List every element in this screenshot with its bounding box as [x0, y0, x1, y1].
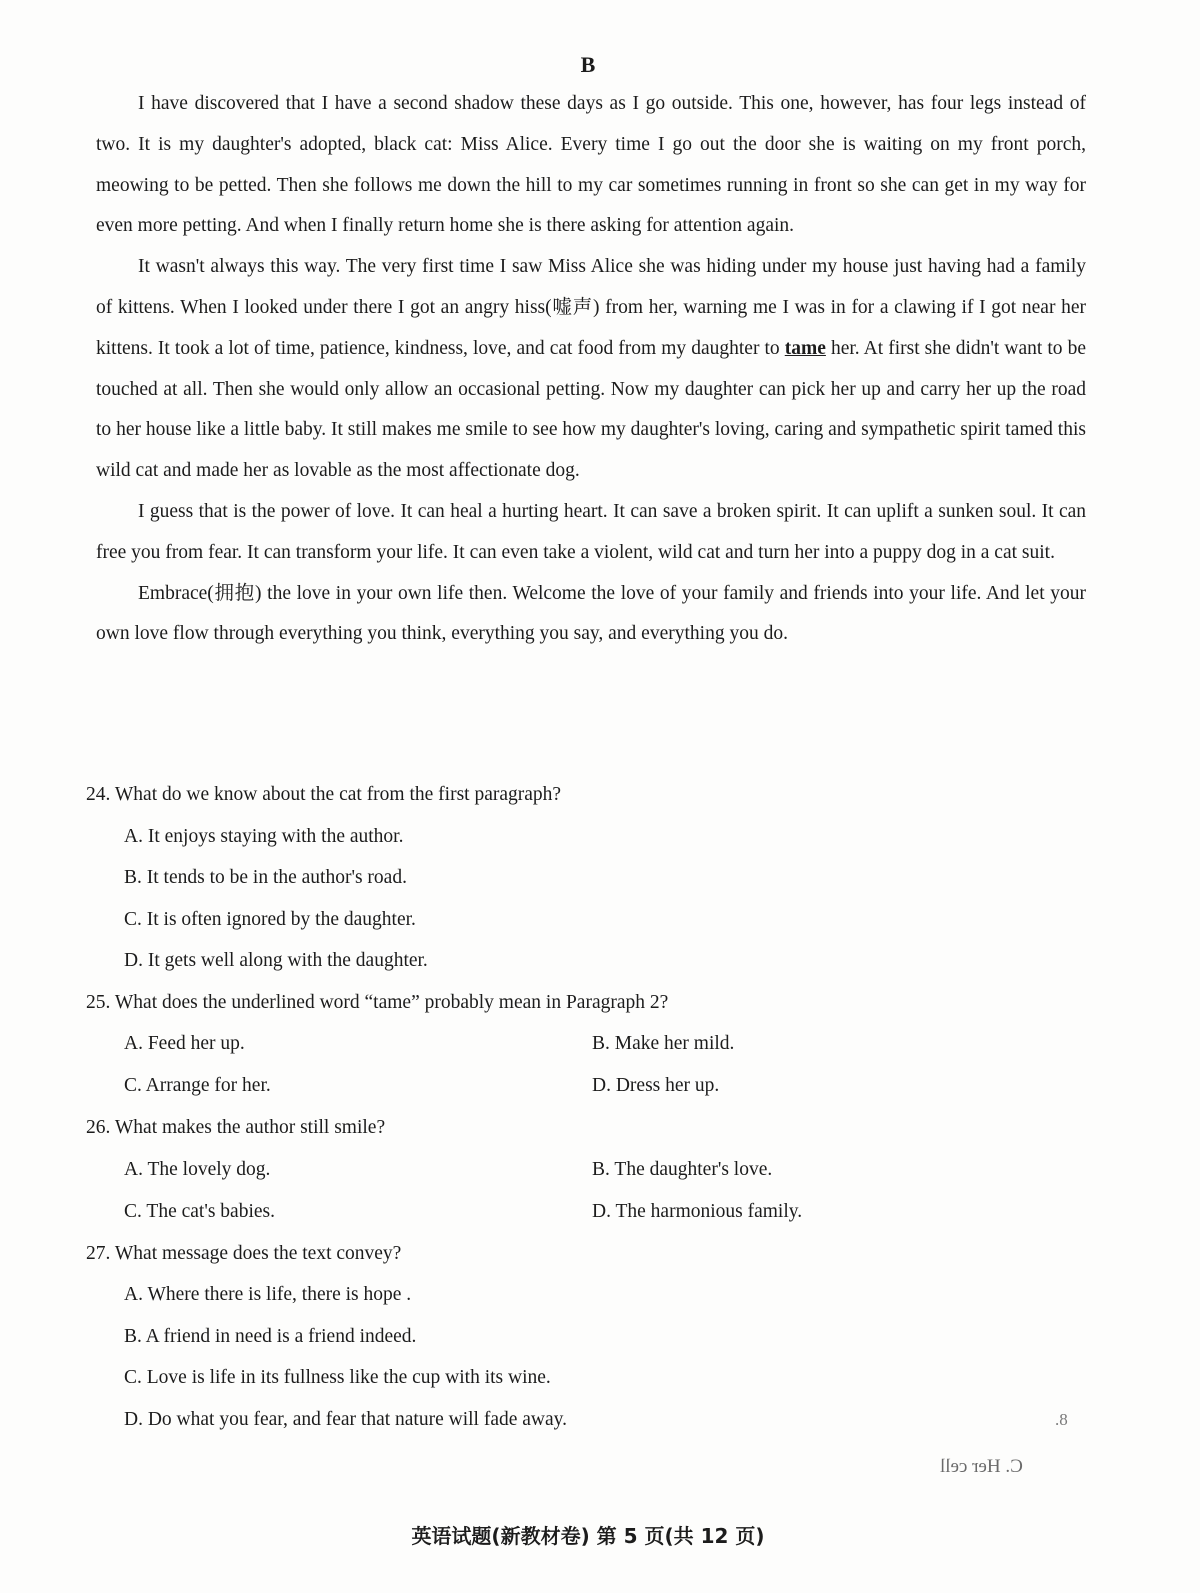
option-d[interactable]: D. Do what you fear, and fear that nature will fade away. — [124, 1408, 568, 1430]
page-footer: 英语试题(新教材卷) 第 5 页(共 12 页) — [411, 1524, 765, 1548]
underlined-word: tame — [784, 337, 826, 359]
option-a[interactable]: A. Feed her up. — [124, 1033, 245, 1054]
question-stem: 24. What do we know about the cat from the first paragraph? — [86, 784, 562, 805]
option-c[interactable]: C. It is often ignored by the daughter. — [124, 908, 416, 930]
bleed-through-text: 8. — [1055, 1410, 1068, 1429]
passage-paragraph-2 — [96, 247, 1086, 492]
option-a[interactable]: A. The lovely dog. — [124, 1158, 271, 1180]
option-row — [86, 1191, 1086, 1233]
question-list — [86, 774, 1086, 1440]
question-27 — [86, 1233, 1086, 1441]
section-label: B — [580, 52, 596, 77]
paragraph-2-text-after: her. At first she didn't want to be touched at all. Then she would only allow an occasional petting. Now my daughter can pick her up and carry her up the road to her house like a little baby. It still makes me smile to see how my daughter's loving, caring and sympathetic spirit tamed this wild cat and made her as lovable as the most affectionate dog. — [96, 337, 1086, 482]
passage-paragraph-1: I have discovered that I have a second shadow these days as I go outside. This one, however, has four legs instead of two. It is my daughter's adopted, black cat: Miss Alice. Every time I go out the door she is waiting on my front porch, meowing to be petted. Then she follows me down the hill to my car sometimes running in front so she can get in my way for even more petting. And when I finally return home she is there asking for attention again. — [96, 93, 1086, 237]
option-row — [86, 1149, 1086, 1191]
option-c[interactable]: C. Arrange for her. — [124, 1075, 271, 1096]
question-stem: 27. What message does the text convey? — [86, 1242, 402, 1264]
option-d[interactable]: D. It gets well along with the daughter. — [124, 950, 428, 971]
reading-passage — [96, 84, 1086, 655]
option-d[interactable]: D. The harmonious family. — [592, 1200, 803, 1222]
option-row — [86, 1023, 1086, 1065]
option-b[interactable]: B. Make her mild. — [592, 1033, 735, 1054]
option-b[interactable]: B. The daughter's love. — [592, 1158, 773, 1180]
question-26 — [86, 1107, 1086, 1233]
question-24 — [86, 774, 1086, 982]
paragraph-2-text-before: It wasn't always this way. The very first time I saw Miss Alice she was hiding under my house just having had a family of kittens. When I looked under there I got an angry hiss(嘘声) from her, warning me I was in for a clawing if I got near her kittens. It took a lot of time, patience, kindness, love, and cat food from my daughter to — [96, 256, 1086, 359]
bleed-through-text: C. Her cell — [940, 1456, 1023, 1477]
option-a[interactable]: A. It enjoys staying with the author. — [124, 825, 404, 847]
option-d[interactable]: D. Dress her up. — [592, 1075, 720, 1096]
passage-paragraph-4: Embrace(拥抱) the love in your own life then. Welcome the love of your family and friends into your life. And let your own love flow through everything you think, everything you say, and everything you do. — [96, 582, 1086, 645]
option-row — [86, 1065, 1086, 1107]
question-stem: 26. What makes the author still smile? — [86, 1117, 386, 1138]
option-c[interactable]: C. Love is life in its fullness like the cup with its wine. — [124, 1367, 551, 1388]
option-b[interactable]: B. It tends to be in the author's road. — [124, 867, 407, 888]
option-a[interactable]: A. Where there is life, there is hope . — [124, 1284, 412, 1305]
passage-paragraph-3: I guess that is the power of love. It can heal a hurting heart. It can save a broken spirit. It can uplift a sunken soul. It can free you from fear. It can transform your life. It can even take a violent, wild cat and turn her into a puppy dog in a cat suit. — [96, 500, 1086, 563]
option-c[interactable]: C. The cat's babies. — [124, 1200, 275, 1222]
option-b[interactable]: B. A friend in need is a friend indeed. — [124, 1325, 417, 1347]
question-stem: 25. What does the underlined word “tame” probably mean in Paragraph 2? — [86, 991, 669, 1013]
question-25 — [86, 982, 1086, 1108]
